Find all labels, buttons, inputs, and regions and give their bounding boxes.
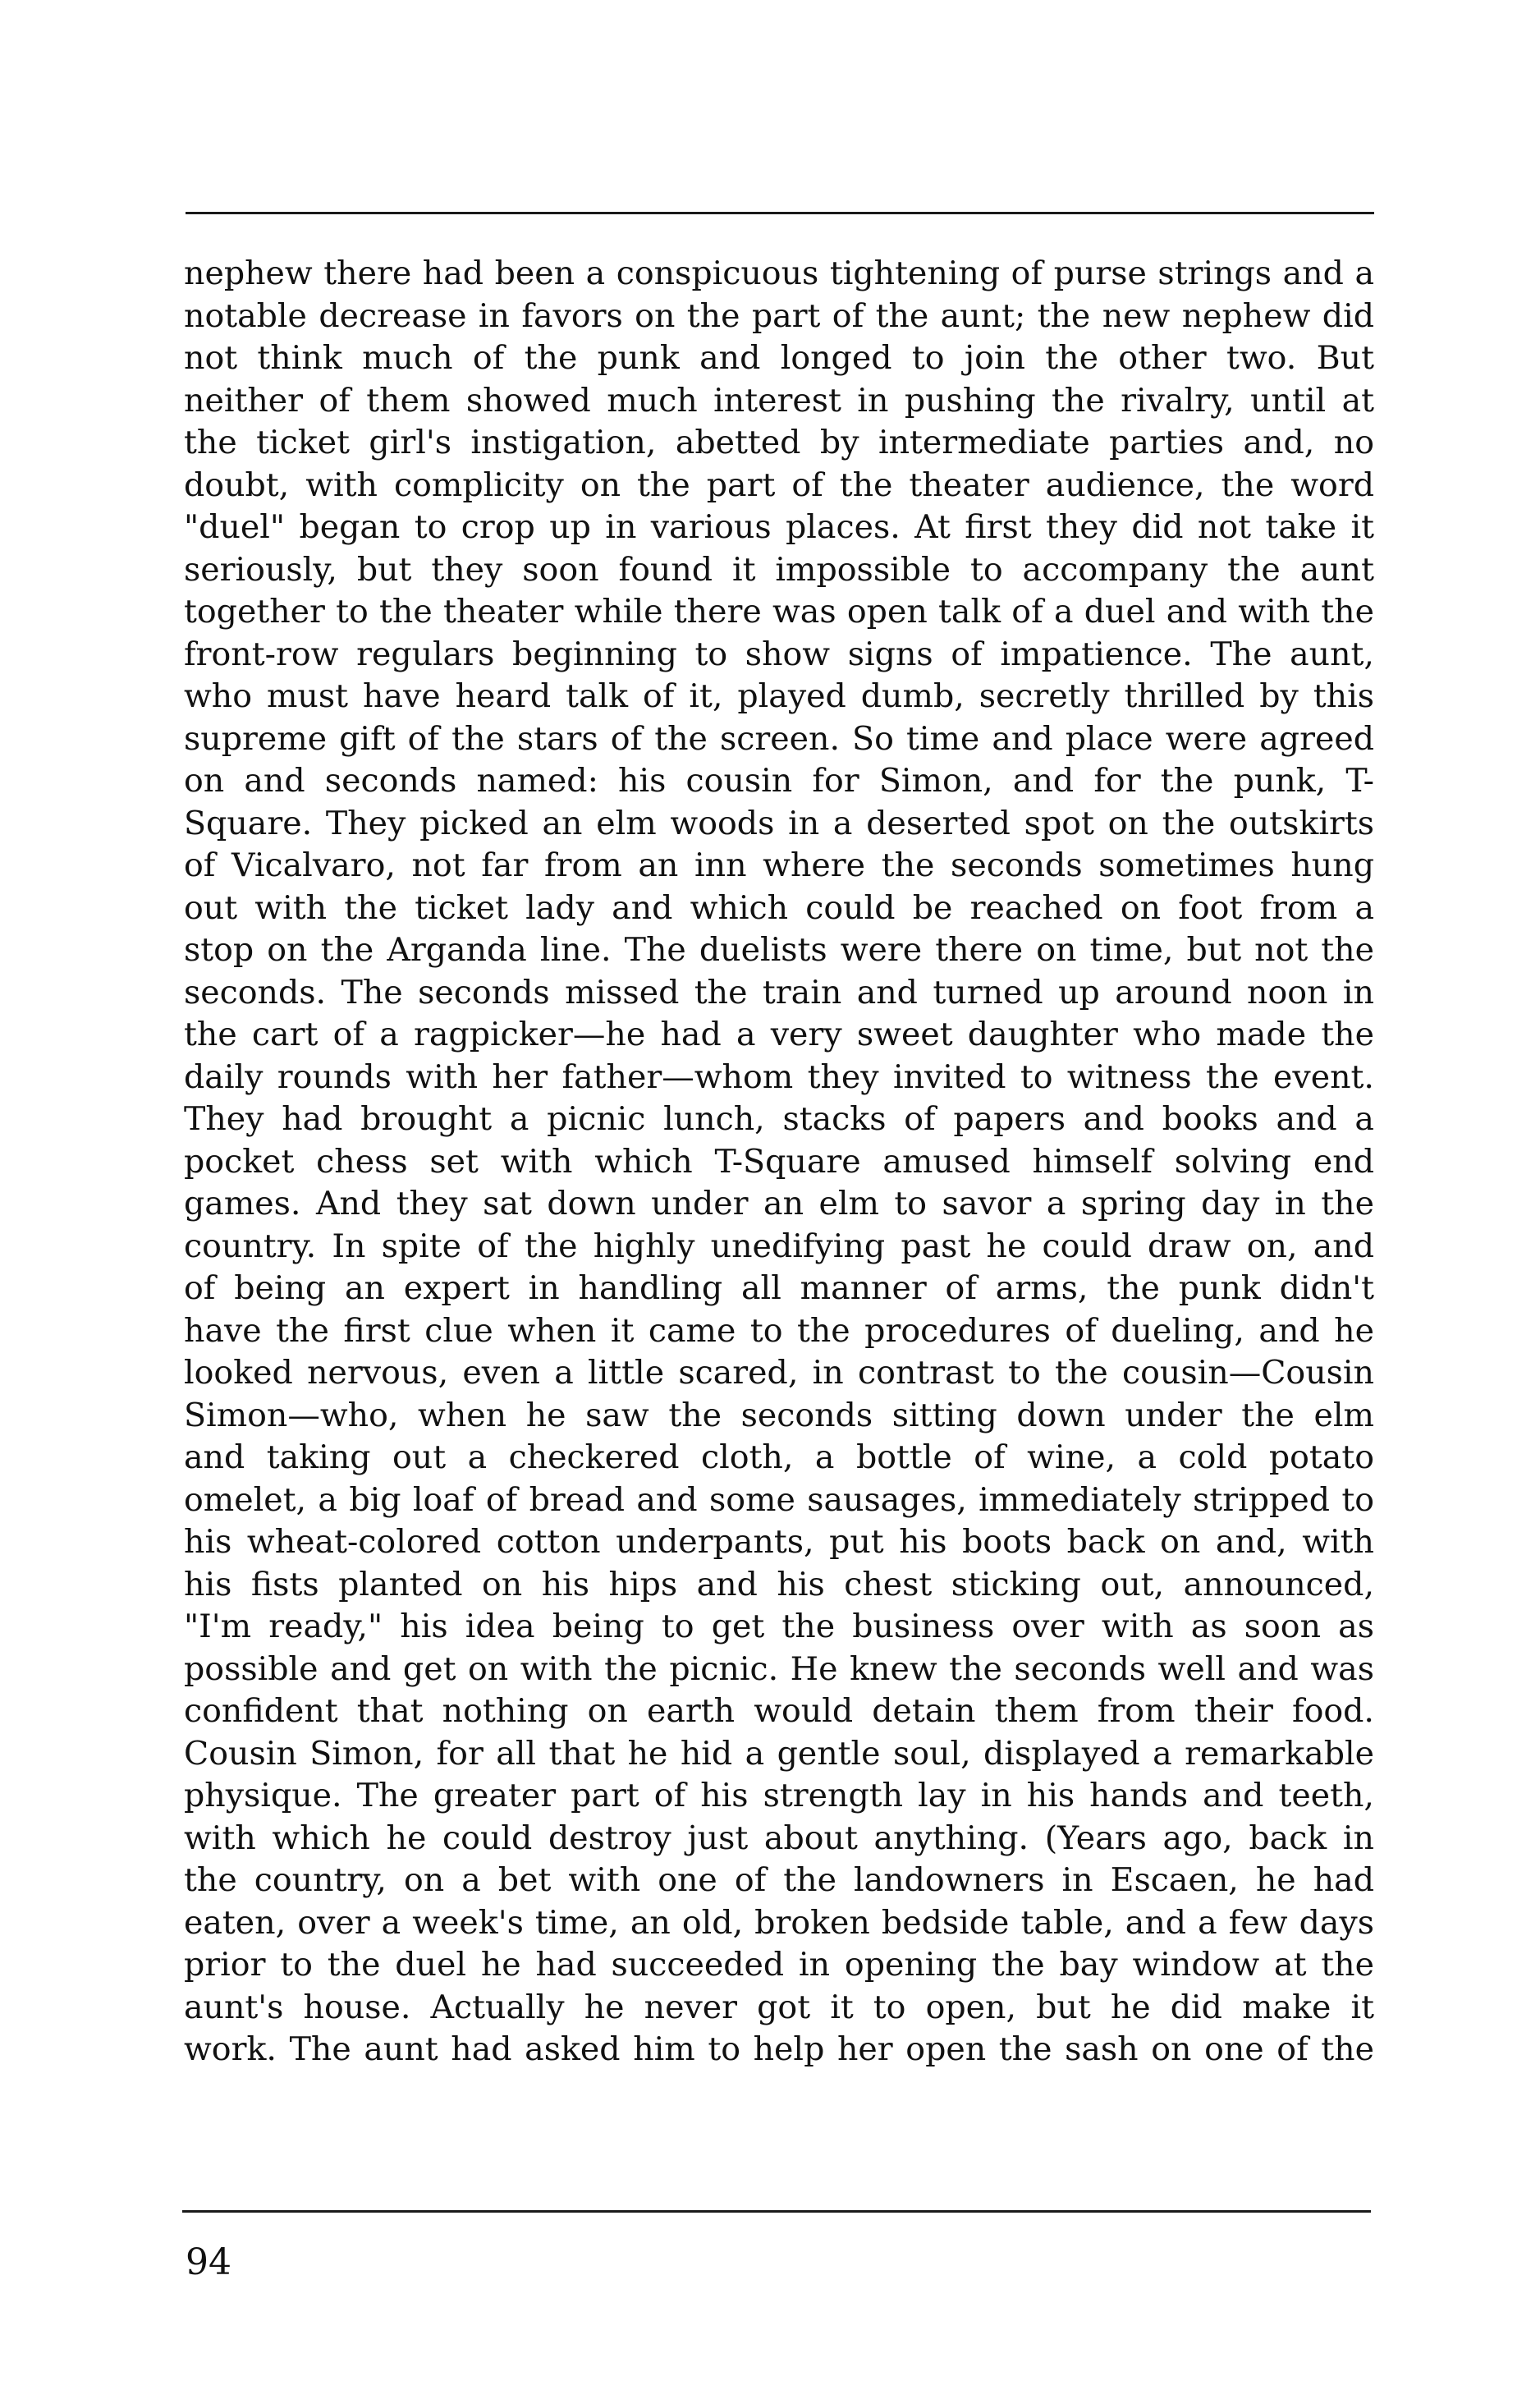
text-line: the cart of a ragpicker—he had a very sweet daughter who made the	[184, 1016, 1374, 1053]
text-line: daily rounds with her father—whom they invited to witness the event.	[184, 1057, 1374, 1096]
text-line: out with the ticket lady and which could be reached on foot from a	[184, 888, 1374, 927]
text-line: who must have heard talk of it, played dumb, secretly thrilled by this	[184, 677, 1374, 715]
text-line: physique. The greater part of his strength lay in his hands and teeth,	[184, 1777, 1374, 1814]
bottom-rule	[182, 2210, 1371, 2213]
text-line: not think much of the punk and longed to join the other two. But	[184, 339, 1374, 377]
text-line: the country, on a bet with one of the landowners in Escaen, he had	[184, 1861, 1374, 1899]
text-line: eaten, over a week's time, an old, broken bedside table, and a few days	[184, 1903, 1374, 1942]
text-line: of being an expert in handling all manner of arms, the punk didn't	[184, 1269, 1374, 1307]
text-line: Cousin Simon, for all that he hid a gentle soul, displayed a remarkable	[184, 1734, 1374, 1773]
text-line: nephew there had been a conspicuous tightening of purse strings and a	[184, 255, 1374, 292]
text-line: doubt, with complicity on the part of the theater audience, the word	[184, 466, 1374, 504]
text-line: of Vicalvaro, not far from an inn where the seconds sometimes hung	[184, 846, 1374, 884]
text-line: Simon—who, when he saw the seconds sitting down under the elm	[184, 1396, 1374, 1434]
text-line: his wheat-colored cotton underpants, put his boots back on and, with	[184, 1523, 1374, 1561]
text-line: have the first clue when it came to the procedures of dueling, and he	[184, 1311, 1374, 1350]
text-line: the ticket girl's instigation, abetted by intermediate parties and, no	[184, 424, 1374, 461]
text-line: on and seconds named: his cousin for Simon, and for the punk, T-	[184, 762, 1374, 800]
text-line: "duel" began to crop up in various places. At first they did not take it	[184, 508, 1374, 546]
text-line: omelet, a big loaf of bread and some sausages, immediately stripped to	[184, 1480, 1374, 1519]
text-line: supreme gift of the stars of the screen. So time and place were agreed	[184, 719, 1374, 758]
body-text	[184, 253, 1374, 2071]
page-number: 94	[186, 2241, 231, 2283]
text-line: his fists planted on his hips and his chest sticking out, announced,	[184, 1565, 1374, 1603]
text-line: stop on the Arganda line. The duelists were there on time, but not the	[184, 931, 1374, 969]
text-line: country. In spite of the highly unedifying past he could draw on, and	[184, 1227, 1374, 1265]
text-line: aunt's house. Actually he never got it to open, but he did make it	[184, 1988, 1374, 2026]
text-line: pocket chess set with which T-Square amused himself solving end	[184, 1142, 1374, 1181]
text-line: looked nervous, even a little scared, in contrast to the cousin—Cousin	[184, 1354, 1374, 1392]
top-rule	[186, 212, 1374, 214]
text-line: seriously, but they soon found it impossible to accompany the aunt	[184, 550, 1374, 589]
text-line: prior to the duel he had succeeded in opening the bay window at the	[184, 1946, 1374, 1984]
text-line: games. And they sat down under an elm to savor a spring day in the	[184, 1185, 1374, 1222]
text-line: seconds. The seconds missed the train and turned up around noon in	[184, 973, 1374, 1011]
text-line: work. The aunt had asked him to help her open the sash on one of the	[184, 2030, 1374, 2068]
text-line: together to the theater while there was open talk of a duel and with the	[184, 593, 1374, 631]
text-line: "I'm ready," his idea being to get the business over with as soon as	[184, 1608, 1374, 1645]
text-line: notable decrease in favors on the part of the aunt; the new nephew did	[184, 296, 1374, 335]
text-line: confident that nothing on earth would detain them from their food.	[184, 1692, 1374, 1730]
text-line: and taking out a checkered cloth, a bottle of wine, a cold potato	[184, 1438, 1374, 1476]
text-line: Square. They picked an elm woods in a deserted spot on the outskirts	[184, 804, 1374, 842]
text-line: possible and get on with the picnic. He knew the seconds well and was	[184, 1649, 1374, 1688]
text-line: front-row regulars beginning to show signs of impatience. The aunt,	[184, 635, 1374, 673]
text-line: neither of them showed much interest in pushing the rivalry, until at	[184, 381, 1374, 420]
text-line: with which he could destroy just about anything. (Years ago, back in	[184, 1819, 1374, 1857]
text-line: They had brought a picnic lunch, stacks of papers and books and a	[184, 1100, 1374, 1138]
